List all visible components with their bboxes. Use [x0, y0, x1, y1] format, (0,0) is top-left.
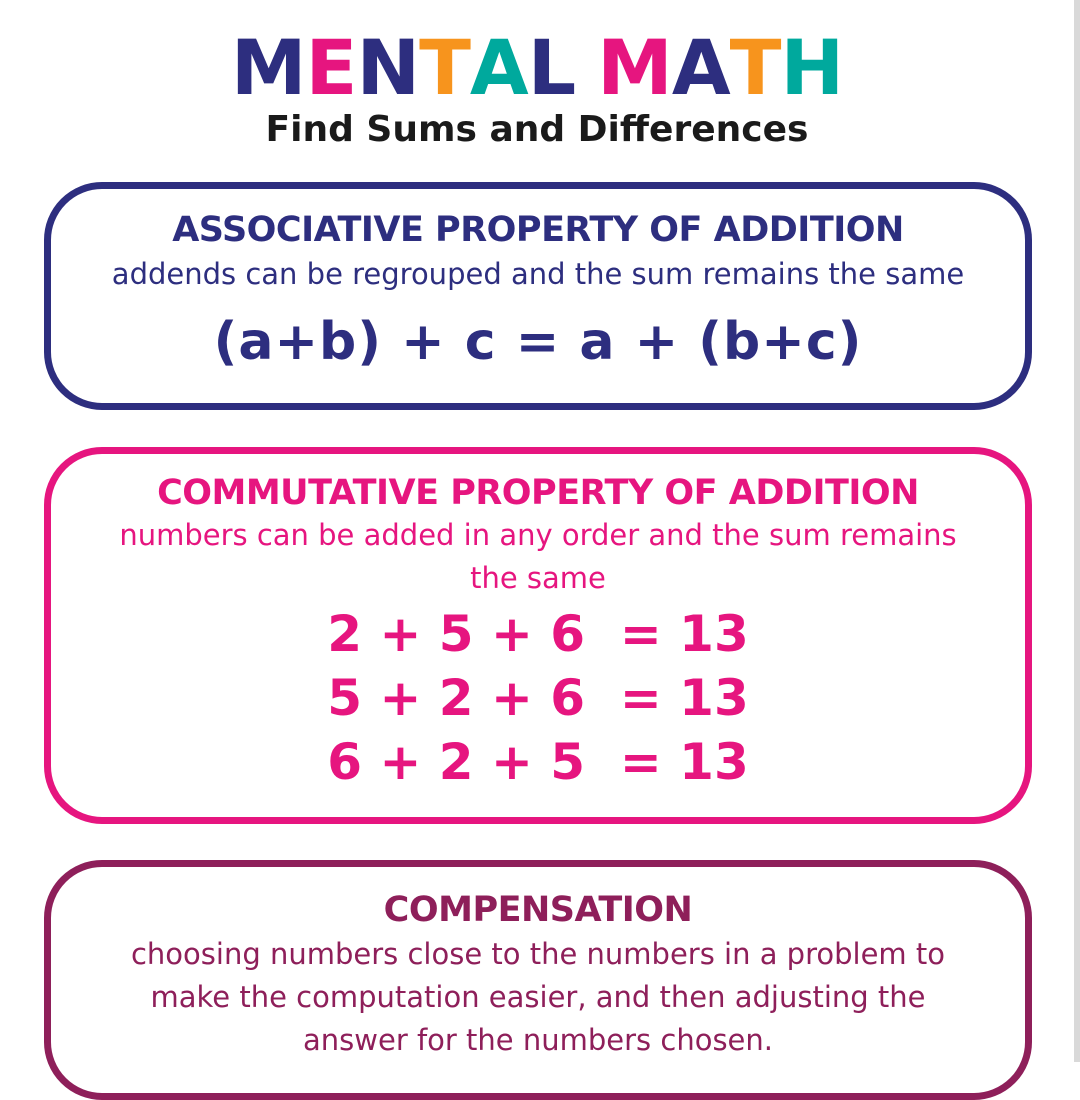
associative-formula: (a+b) + c = a + (b+c) [213, 312, 863, 372]
equation: 2 + 5 + 6 = 13 [327, 605, 749, 663]
commutative-equations [51, 602, 1025, 794]
title-letter: M [230, 23, 306, 112]
title-letter: E [305, 23, 357, 112]
compensation-heading: COMPENSATION [383, 890, 693, 930]
associative-heading: ASSOCIATIVE PROPERTY OF ADDITION [172, 210, 904, 250]
page-title [0, 23, 1074, 112]
title-letter: T [729, 23, 781, 112]
title-letter: A [671, 23, 730, 112]
equation: 6 + 2 + 5 = 13 [327, 733, 749, 791]
compensation-description: choosing numbers close to the numbers in a problem to make the computation easier, and then adjusting the answer for the numbers chosen. [130, 937, 946, 1057]
title-letter: N [356, 23, 420, 112]
title-letter: A [469, 23, 528, 112]
compensation-card [44, 860, 1032, 1100]
commutative-heading: COMMUTATIVE PROPERTY OF ADDITION [157, 473, 919, 513]
title-letter: T [419, 23, 470, 112]
page-subtitle: Find Sums and Differences [265, 109, 809, 150]
commutative-card [44, 447, 1032, 824]
equation: 5 + 2 + 6 = 13 [327, 669, 749, 727]
page-edge [1074, 0, 1080, 1062]
title-letter: M [597, 23, 672, 112]
associative-description: addends can be regrouped and the sum remains the same [111, 257, 965, 291]
title-letter: H [780, 23, 844, 112]
associative-card [44, 182, 1032, 410]
commutative-description: numbers can be added in any order and the sum remains the same [119, 518, 957, 595]
title-letter: L [527, 23, 576, 112]
